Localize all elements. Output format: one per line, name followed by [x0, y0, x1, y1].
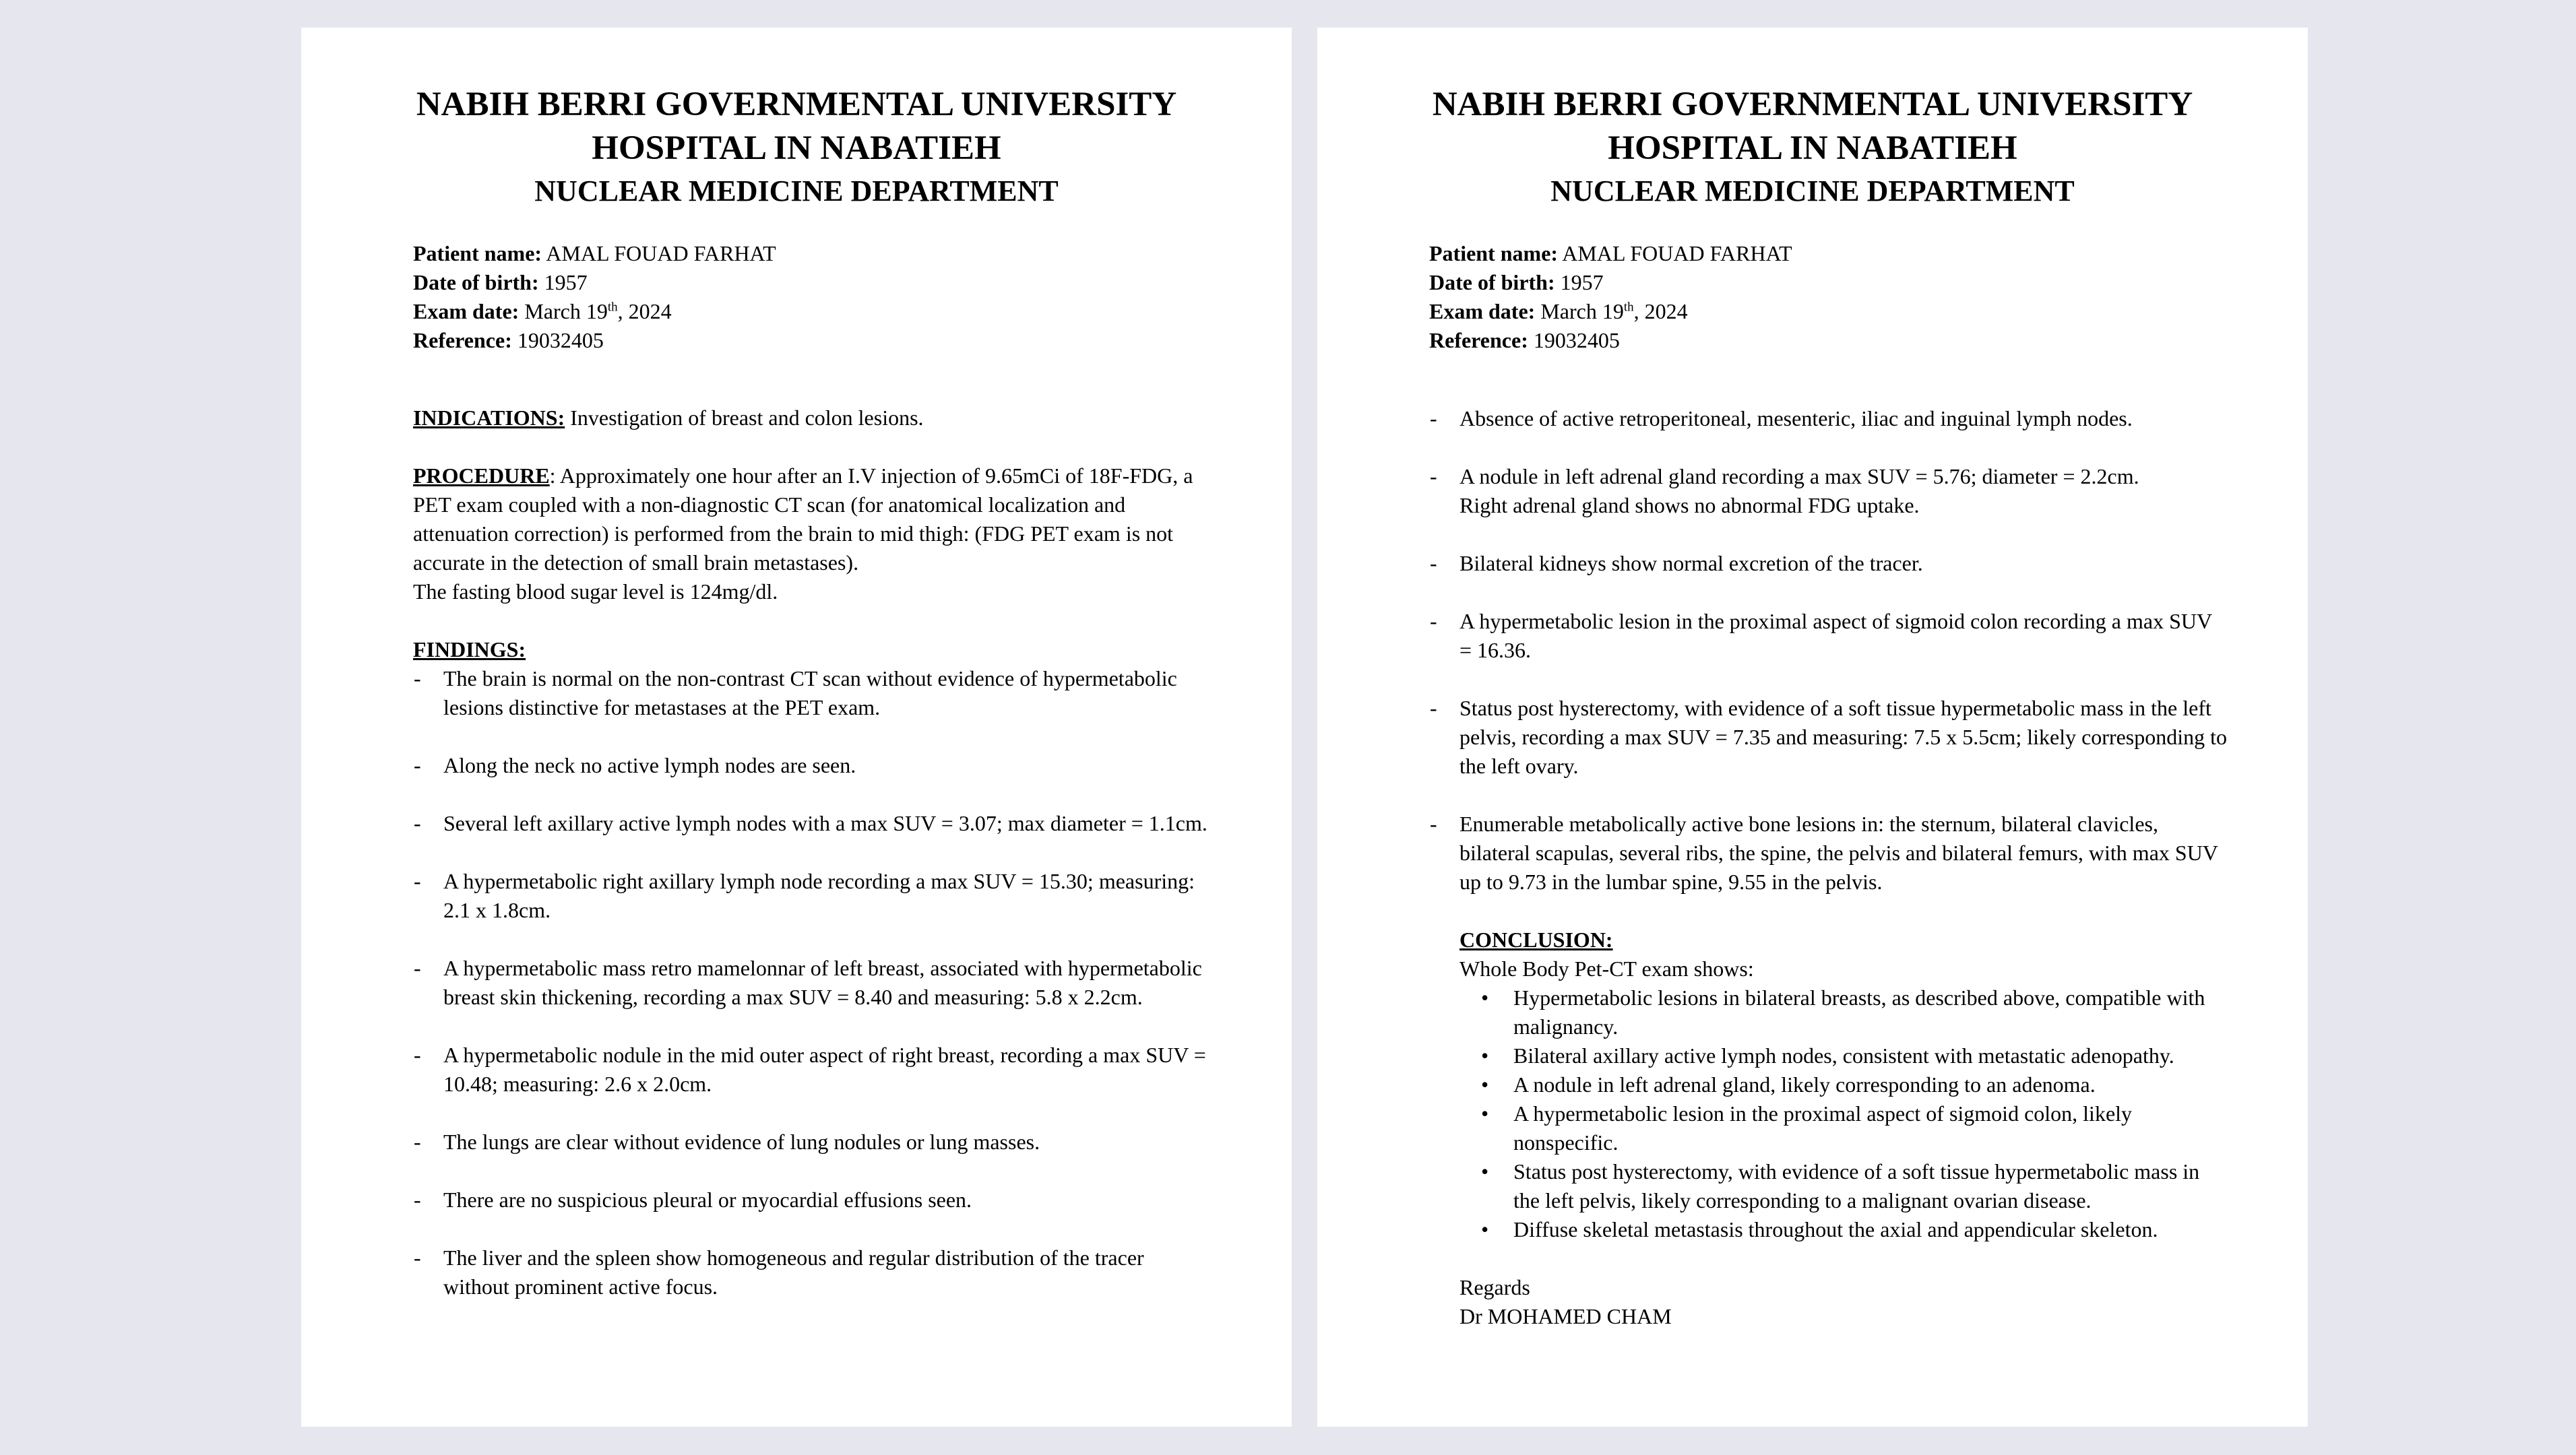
conclusion-item: • A nodule in left adrenal gland, likely corresponding to an adenoma. — [1459, 1070, 2228, 1099]
dob-label: Date of birth: — [413, 270, 539, 294]
report-page-1 — [301, 28, 1292, 1427]
report-page-2 — [1317, 28, 2308, 1427]
patient-info — [413, 239, 776, 355]
conclusion-list — [1459, 983, 2228, 1244]
patient-info — [1429, 239, 1792, 355]
conclusion-item: • A hypermetabolic lesion in the proximal aspect of sigmoid colon, likely nonspecific. — [1459, 1099, 2228, 1157]
dob-row — [413, 268, 776, 297]
finding-item: - The brain is normal on the non-contrast CT scan without evidence of hypermetabolic lesions distinctive for metastases at the PET exam. — [413, 664, 1210, 722]
header-line-1: NABIH BERRI GOVERNMENTAL UNIVERSITY — [416, 86, 1177, 123]
finding-item: - A hypermetabolic lesion in the proximal aspect of sigmoid colon recording a max SUV = 16.36. — [1429, 607, 2228, 665]
conclusion-heading: CONCLUSION: — [1459, 928, 1613, 952]
patient-name-label: Patient name: — [1429, 241, 1559, 265]
reference-label: Reference: — [1429, 328, 1528, 352]
conclusion-item: • Hypermetabolic lesions in bilateral breasts, as described above, compatible with malignancy. — [1459, 983, 2228, 1041]
finding-item: - Enumerable metabolically active bone lesions in: the sternum, bilateral clavicles, bilateral scapulas, several ribs, the spine, the pelvis and bilateral femurs, with max SUV up to 9.73 in the lumbar spine, 9.55 in the pelvis. — [1429, 810, 2228, 897]
header-line-2: HOSPITAL IN NABATIEH — [592, 129, 1001, 167]
procedure-section — [413, 461, 1210, 606]
exam-date-value: March 19 — [1535, 299, 1624, 323]
finding-item: - A hypermetabolic right axillary lymph node recording a max SUV = 15.30; measuring: 2.1 x 1.8cm. — [413, 867, 1210, 925]
finding-item: - Along the neck no active lymph nodes are seen. — [413, 751, 1210, 780]
finding-item-adrenal — [1429, 462, 2228, 520]
reference-row — [1429, 326, 1792, 355]
exam-date-year: , 2024 — [1633, 299, 1688, 323]
department-name: NUCLEAR MEDICINE DEPARTMENT — [1550, 174, 2075, 207]
hospital-header — [1317, 83, 2308, 212]
exam-date-row — [413, 297, 776, 326]
header-line-2: HOSPITAL IN NABATIEH — [1608, 129, 2017, 167]
reference-value: 19032405 — [511, 328, 604, 352]
dob-label: Date of birth: — [1429, 270, 1555, 294]
exam-date-year: , 2024 — [617, 299, 672, 323]
conclusion-intro: Whole Body Pet-CT exam shows: — [1459, 957, 1754, 981]
finding-item: - Bilateral kidneys show normal excretion of the tracer. — [1429, 549, 2228, 578]
doctor-signature-name: Dr MOHAMED CHAM — [1459, 1304, 1672, 1328]
dob-value: 1957 — [538, 270, 588, 294]
procedure-heading: PROCEDURE — [413, 463, 550, 488]
header-line-1: NABIH BERRI GOVERNMENTAL UNIVERSITY — [1432, 86, 2193, 123]
blood-sugar-text: The fasting blood sugar level is 124mg/dl. — [413, 579, 778, 604]
finding-item: - There are no suspicious pleural or myocardial effusions seen. — [413, 1186, 1210, 1215]
department-name: NUCLEAR MEDICINE DEPARTMENT — [534, 174, 1059, 207]
finding-item: - The lungs are clear without evidence of lung nodules or lung masses. — [413, 1128, 1210, 1157]
report-body-page-2 — [1429, 404, 2228, 1331]
indications-section — [413, 403, 1210, 432]
patient-name-row — [413, 239, 776, 268]
patient-name-value: AMAL FOUAD FARHAT — [1558, 241, 1792, 265]
indications-text: Investigation of breast and colon lesions. — [565, 406, 924, 430]
findings-heading: FINDINGS: — [413, 637, 526, 661]
finding-item: - Absence of active retroperitoneal, mesenteric, iliac and inguinal lymph nodes. — [1429, 404, 2228, 433]
finding-item: - The liver and the spleen show homogeneous and regular distribution of the tracer without prominent active focus. — [413, 1243, 1210, 1301]
hospital-header — [301, 83, 1292, 212]
dob-row — [1429, 268, 1792, 297]
regards-text: Regards — [1459, 1275, 1530, 1299]
finding-item: - Several left axillary active lymph nodes with a max SUV = 3.07; max diameter = 1.1cm. — [413, 809, 1210, 838]
exam-date-value: March 19 — [519, 299, 608, 323]
dob-value: 1957 — [1554, 270, 1604, 294]
patient-name-row — [1429, 239, 1792, 268]
finding-item: - Status post hysterectomy, with evidence of a soft tissue hypermetabolic mass in the left pelvis, recording a max SUV = 7.35 and measuring: 7.5 x 5.5cm; likely corresponding to the left ovary. — [1429, 694, 2228, 781]
reference-label: Reference: — [413, 328, 512, 352]
exam-date-suffix: th — [1623, 300, 1634, 315]
conclusion-item: • Bilateral axillary active lymph nodes, consistent with metastatic adenopathy. — [1459, 1041, 2228, 1070]
patient-name-value: AMAL FOUAD FARHAT — [542, 241, 776, 265]
finding-item: - A hypermetabolic nodule in the mid outer aspect of right breast, recording a max SUV = 10.48; measuring: 2.6 x 2.0cm. — [413, 1041, 1210, 1099]
exam-date-label: Exam date: — [1429, 299, 1536, 323]
exam-date-row — [1429, 297, 1792, 326]
finding-item-text: Right adrenal gland shows no abnormal FDG uptake. — [1459, 493, 1920, 517]
conclusion-item: • Diffuse skeletal metastasis throughout the axial and appendicular skeleton. — [1459, 1215, 2228, 1244]
reference-value: 19032405 — [1528, 328, 1620, 352]
exam-date-label: Exam date: — [413, 299, 520, 323]
exam-date-suffix: th — [607, 300, 618, 315]
finding-item: - A hypermetabolic mass retro mamelonnar of left breast, associated with hypermetabolic breast skin thickening, recording a max SUV = 8.40 and measuring: 5.8 x 2.2cm. — [413, 954, 1210, 1012]
conclusion-section — [1429, 926, 2228, 1331]
indications-heading: INDICATIONS: — [413, 406, 565, 430]
findings-heading-wrap — [413, 635, 1210, 664]
reference-row — [413, 326, 776, 355]
conclusion-item: • Status post hysterectomy, with evidence of a soft tissue hypermetabolic mass in the left pelvis, likely corresponding to a malignant ovarian disease. — [1459, 1157, 2228, 1215]
procedure-text: : Approximately one hour after an I.V injection of 9.65mCi of 18F-FDG, a PET exam coupled with a non-diagnostic CT scan (for anatomical localization and attenuation correction) is performed from the brain to mid thigh: (FDG PET exam is not accurate in the detection of small brain metastases). — [413, 463, 1193, 575]
patient-name-label: Patient name: — [413, 241, 542, 265]
report-body-page-1 — [413, 403, 1210, 1330]
finding-item-text: - A nodule in left adrenal gland recording a max SUV = 5.76; diameter = 2.2cm. — [1459, 464, 2139, 488]
